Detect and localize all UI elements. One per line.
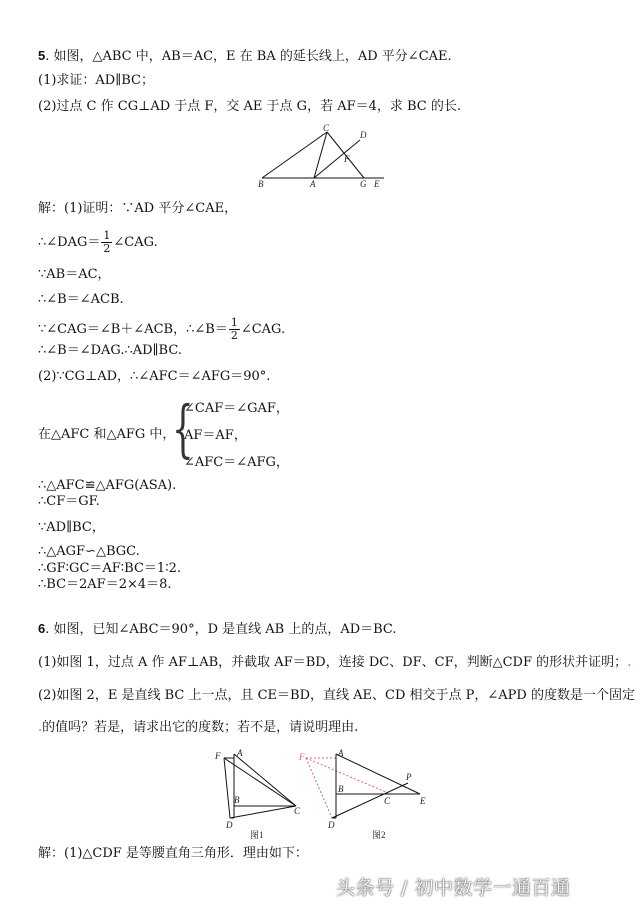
p5-solution-line3: ∵AB＝AC， [38, 267, 111, 282]
fig2-label-c: C [384, 796, 391, 806]
problem6-figure2 [298, 748, 438, 843]
p5-label-g: G [360, 179, 367, 189]
fig1-label-a: A [237, 748, 243, 758]
problem5-stem: 5. 如图，△ABC 中，AB＝AC，E 在 BA 的延长线上，AD 平分∠CAE. [38, 48, 452, 64]
p5-solution-line8: 在△AFC 和△AFG 中， [38, 427, 176, 442]
fig2-label-b: B [338, 784, 344, 794]
problem5-number: 5 [38, 48, 46, 63]
p5-label-a: A [310, 179, 316, 189]
figure2-caption: 图2 [372, 830, 386, 840]
p5-label-c: C [323, 124, 330, 133]
figure1-caption: 图1 [250, 830, 264, 840]
fig2-label-p: P [406, 772, 412, 782]
p5-solution-line14: ∴BC＝2AF＝2×4＝8. [38, 577, 172, 592]
fig2-label-d: D [328, 820, 335, 830]
fig2-label-e: E [420, 796, 426, 806]
p5-brace-line1: ∠CAF＝∠GAF， [184, 401, 289, 416]
p5-solution-line13: ∴GF∶GC＝AF∶BC＝1∶2. [38, 561, 181, 576]
problem6-figure1 [210, 748, 310, 843]
p5-solution-line10: ∴CF＝GF. [38, 494, 100, 509]
fraction-half: $\frac{1}{2}$ [103, 229, 111, 255]
p5-solution-line1: 解：(1)证明：∵AD 平分∠CAE， [38, 201, 238, 216]
p5-label-e: E [374, 179, 380, 189]
fig1-label-f: F [215, 751, 221, 761]
problem5-part2: (2)过点 C 作 CG⊥AD 于点 F，交 AE 于点 G，若 AF＝4，求 BC 的长. [38, 99, 462, 114]
problem6-part2-line1: (2)如图 2，E 是直线 BC 上一点，且 CE＝BD，直线 AE、CD 相交于点 P，∠APD 的度数是一个固定 [38, 688, 635, 703]
fraction-half: $\frac{1}{2}$ [230, 316, 238, 342]
p5-solution-line9: ∴△AFC≌△AFG(ASA). [38, 478, 177, 493]
p5-solution-line6: ∴∠B＝∠DAG.∴AD∥BC. [38, 343, 182, 358]
fig1-label-c: C [294, 806, 301, 816]
problem6-part1: (1)如图 1，过点 A 作 AF⊥AB，并截取 AF＝BD，连接 DC、DF、CF，判断△CDF 的形状并证明；. [38, 655, 632, 670]
p5-brace-line2: AF＝AF， [184, 428, 247, 443]
brace-symbol: { [172, 392, 194, 465]
p5-solution-line5: ∵∠CAG＝∠B＋∠ACB，∴∠B＝ $\frac{1}{2}$ ∠CAG. [38, 316, 286, 342]
problem6-number: 6 [38, 621, 46, 636]
problem5-part1: (1)求证：AD∥BC； [38, 73, 154, 88]
p5-solution-line7: (2)∵CG⊥AD，∴∠AFC＝∠AFG＝90°. [38, 369, 271, 384]
p5-solution-line12: ∴△AGF∽△BGC. [38, 544, 140, 559]
p5-label-f: F [344, 154, 350, 164]
p5-label-b: B [258, 179, 264, 189]
p5-label-d: D [360, 130, 367, 140]
p5-solution-line2: ∴∠DAG＝ $\frac{1}{2}$ ∠CAG. [38, 229, 158, 255]
p5-brace-line3: ∠AFC＝∠AFG， [184, 455, 289, 470]
p5-solution-line11: ∵AD∥BC， [38, 520, 105, 535]
fig1-label-b: B [234, 795, 240, 805]
watermark-text: 头条号 / 初中数学一通百通 [336, 877, 571, 899]
problem5-figure [252, 124, 392, 190]
problem6-part2-line2: .的值吗？若是，请求出它的度数；若不是，请说明理由. [38, 720, 359, 735]
fig2-label-a: A [338, 748, 344, 758]
p5-solution-line4: ∴∠B＝∠ACB. [38, 292, 124, 307]
fig2-label-f: F [299, 752, 305, 762]
fig1-label-d: D [226, 820, 233, 830]
p6-solution-line1: 解：(1)△CDF 是等腰直角三角形．理由如下： [38, 846, 308, 861]
problem6-stem: 6. 如图，已知∠ABC＝90°，D 是直线 AB 上的点，AD＝BC. [38, 621, 397, 637]
